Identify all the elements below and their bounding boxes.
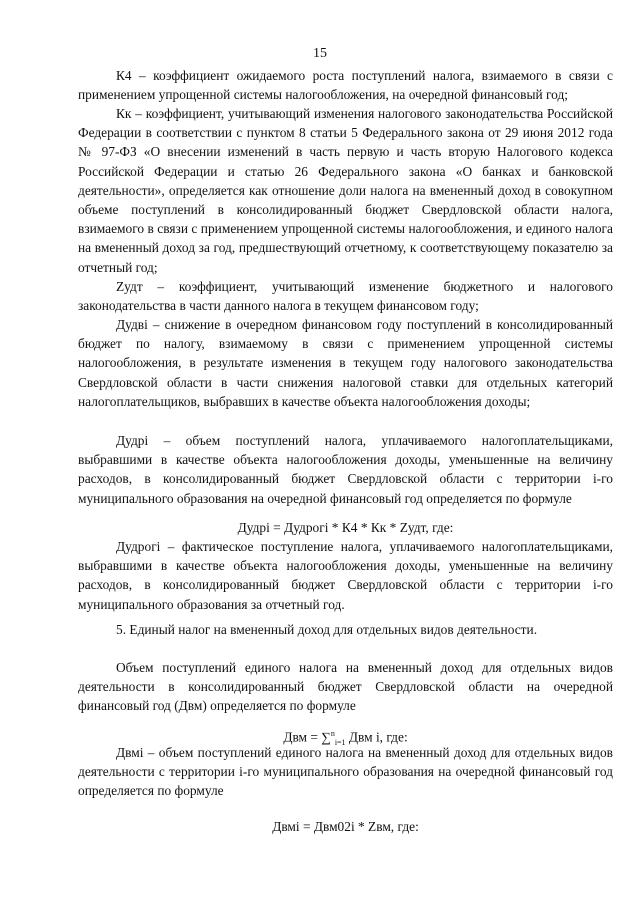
paragraph-dvmi: Двмі – объем поступлений единого налога на вмененный доход для отдельных видов деятельности с территории і-го муниципального образования на очередной финансовый год определяется по формуле [78, 745, 613, 799]
section-heading-5: 5. Единый налог на вмененный доход для отдельных видов деятельности. [116, 622, 538, 637]
formula-dvm-right: Двм і, где: [345, 729, 408, 745]
paragraph-dudri: Дудрі – объем поступлений налога, уплачиваемого налогоплательщиками, выбравшими в качестве объекта налогообложения доходы, уменьшенные на величину расходов, в консолидированный бюджет Свердловской области с территории і-го муниципального образования на очередной финансовый год определяется по формуле [78, 433, 613, 506]
paragraph-k4: К4 – коэффициент ожидаемого роста поступлений налога, взимаемого в связи с применением упрощенной системы налогообложения, на очередной финансовый год; [78, 68, 613, 103]
sum-upper-limit: n [330, 729, 335, 738]
paragraph-kk: Кк – коэффициент, учитывающий изменения налогового законодательства Российской Федерации в соответствии с пунктом 8 статьи 5 Федерального закона от 29 июня 2012 года № 97-ФЗ «О внесении изменений в часть первую и часть вторую Налогового кодекса Российской Федерации и статью 26 Федерального закона «О банках и банковской деятельности», определяется как отношение доли налога на вмененный доход в совокупном объеме поступлений в консолидированный бюджет Свердловской области налога, взимаемого в связи с применением упрощенной системы налогообложения, и единого налога на вмененный доход за год, предшествующий отчетному, к соответствующему показателю за отчетный год; [78, 106, 613, 275]
paragraph-dudrogi: Дудрогі – фактическое поступление налога, уплачиваемого налогоплательщиками, выбравшими в качестве объекта налогообложения доходы, уменьшенные на величину расходов, в консолидированный бюджет Свердловской области с территории і-го муниципального образования за отчетный год. [78, 539, 613, 612]
page-number: 15 [313, 46, 327, 61]
sum-sign: ∑ [321, 729, 331, 745]
formula-dvmi: Двмі = Двм02і * Zвм, где: [272, 819, 419, 834]
sum-lower-limit: i=1 [334, 738, 346, 748]
formula-dvm-left: Двм = [283, 729, 322, 745]
formula-dudri: Дудрі = Дудрогі * К4 * Кк * Zудт, где: [237, 520, 454, 535]
paragraph-duvi: Дудві – снижение в очередном финансовом году поступлений в консолидированный бюджет по налогу, взимаемому в связи с применением упрощенной системы налогообложения, в результате изменения в текущем году налогового законодательства Свердловской области в части снижения налоговой ставки для отдельных категорий налогоплательщиков, выбравших в качестве объекта налогообложения доходы; [78, 317, 613, 409]
paragraph-zudt: Zудт – коэффициент, учитывающий изменение бюджетного и налогового законодательства в части данного налога в текущем финансовом году; [78, 279, 613, 314]
paragraph-dvm-intro: Объем поступлений единого налога на вмененный доход для отдельных видов деятельности в консолидированный бюджет Свердловской области на очередной финансовый год (Двм) определяется по формуле [78, 660, 613, 714]
